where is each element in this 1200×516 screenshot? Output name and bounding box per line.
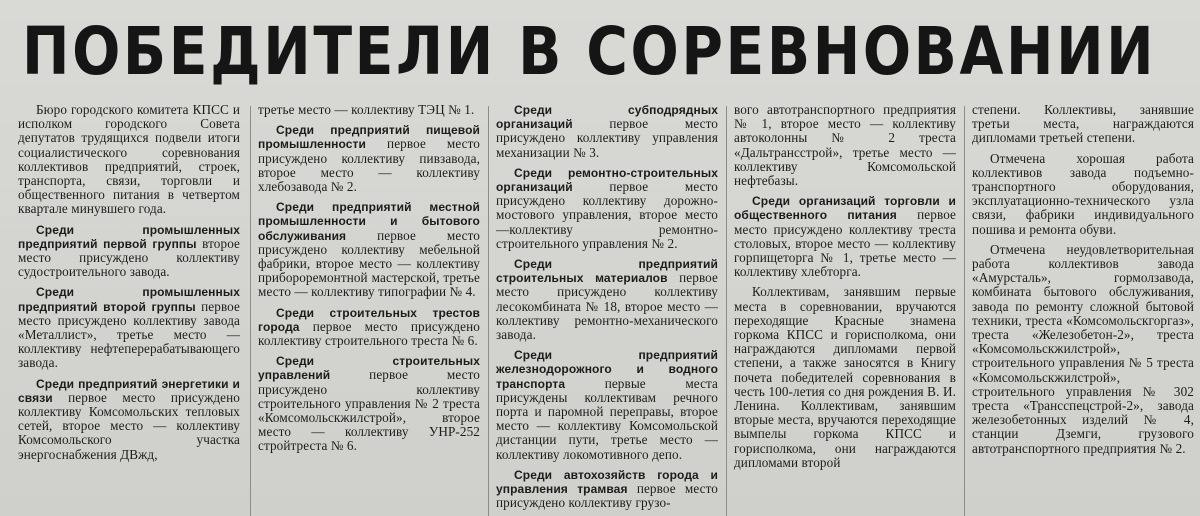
paragraph-text: Отмечена неудовлетворительная работа коллективов завода «Амурсталь», гормолзавода, комбината бытового обслуживания, завода по ремонту сложной бытовой техники, треста «Комсомольскгоргаз», треста «Железобетон-2», треста «Комсомольскжилстрой», строительного управления № 5 треста «Комсомольскжилстрой», строительного управления № 302 треста «Трансспецстрой-2», завода железобетонных изделий № 4, станции Дземги, грузового автотранспортного предприятия № 2. [972, 241, 1194, 456]
paragraph [258, 306, 480, 349]
paragraph [496, 348, 718, 462]
paragraph-text: первое место присуждено коллективу дорожно-мостового управления, второе место—коллективу ремонтно-строительного управления № 2. [496, 179, 718, 251]
paragraph [972, 243, 1194, 456]
paragraph-lead: Среди строительных трестов города [258, 305, 480, 334]
article-column-4 [734, 103, 956, 516]
article-column-3 [496, 103, 718, 516]
paragraph [18, 223, 240, 280]
paragraph-lead: Среди предприятий местной промышленности и бытового обслуживания [258, 200, 480, 243]
paragraph-text: первое место присуждено коллективу строительного управления № 2 треста «Комсомольскжилстрой», второе место — коллективу УНР-252 стройтреста № 6. [258, 367, 480, 454]
paragraph-text: первое место присуждено коллективу лесокомбината № 18, второе место — коллективу ремонтно-механического завода. [496, 270, 718, 343]
paragraph-text: третье место — коллективу ТЭЦ № 1. [258, 103, 475, 117]
paragraph [258, 103, 480, 117]
paragraph-text: Коллективам, занявшим первые места в соревновании, вручаются переходящие Красные знамена горкома КПСС и горисполкома, они награждаются дипломами первой степени, а также заносятся в Книгу почета победителей соревнования в честь 100-летия со дня рождения В. И. Ленина. Коллективам, занявшим вторые места, вручаются переходящие вымпелы горкома КПСС и горисполкома, они награждаются дипломами второй [734, 284, 956, 470]
paragraph [258, 354, 480, 453]
paragraph-lead: Среди автохозяйств города и управления трамвая [496, 467, 718, 497]
paragraph-lead: Среди строительных управлений [258, 354, 480, 383]
paragraph [972, 152, 1194, 237]
paragraph-lead: Среди промышленных предприятий первой группы [18, 222, 240, 251]
paragraph [18, 285, 240, 370]
paragraph-text: первое место присуждено коллективу пивзавода, второе место — коллективу хлебозавода № 2. [258, 136, 480, 195]
paragraph-text: первое место присуждено коллективу грузо- [496, 481, 718, 511]
paragraph-text: первое место присуждено коллективу треста столовых, второе место — коллективу горпищеторга № 1, третье место — коллективу хлебторга. [734, 207, 956, 280]
paragraph [734, 194, 956, 279]
paragraph-lead: Среди предприятий строительных материалов [496, 257, 718, 286]
paragraph-text: первое место присуждено коллективу строительного треста № 6. [258, 318, 480, 349]
paragraph [972, 103, 1194, 146]
paragraph-text: Отмечена хорошая работа коллективов завода подъемно-транспортного оборудования, эксплуатационно-технического узла связи, фабрики индивидуального пошива и ремонта обуви. [972, 150, 1194, 237]
paragraph-text: первое место присуждено коллективу мебельной фабрики, второе место — коллективу прибороремонтной мастерской, третье место — коллективу типографии № 4. [258, 227, 480, 300]
paragraph-lead: Среди субподрядных организаций [496, 103, 718, 132]
paragraph-lead: Среди промышленных предприятий второй группы [18, 285, 240, 314]
paragraph [258, 200, 480, 299]
paragraph-text: первые места присуждены коллективам речного порта и паромной переправы, второе место — коллективу Комсомольской дистанции пути, третье место — коллективу локомотивного депо. [496, 375, 718, 462]
headline: ПОБЕДИТЕЛИ В СОРЕВНОВАНИИ [22, 13, 1157, 90]
paragraph [18, 103, 240, 217]
paragraph-text: вого автотранспортного предприятия № 1, второе место — коллективу автоколонны № 2 треста «Дальтрансстрой», третье место — коллективу Комсомольской нефтебазы. [734, 103, 956, 189]
paragraph [496, 468, 718, 511]
paragraph-text: первое место присуждено коллективу завода «Металлист», третье место — коллективу нефтеперерабатывающего завода. [18, 298, 240, 371]
paragraph-lead: Среди предприятий железнодорожного и водного транспорта [496, 348, 718, 391]
paragraph-text: степени. Коллективы, занявшие третьи места, награждаются дипломами третьей степени. [972, 103, 1194, 146]
article-body [18, 103, 1196, 516]
paragraph [18, 377, 240, 462]
paragraph-text: первое место присуждено коллективу Комсомольских тепловых сетей, второе место — коллективу Комсомольского участка энергоснабжения ДВжд, [18, 389, 240, 462]
paragraph [734, 285, 956, 470]
paragraph [496, 103, 718, 160]
paragraph-text: Бюро городского комитета КПСС и исполком городского Совета депутатов трудящихся подвели итоги социалистического соревнования коллективов предприятий, строек, транспорта, связи, торговли и общественного питания в четвертом квартале минувшего года. [18, 103, 240, 217]
paragraph-text: первое место присуждено коллективу управления механизации № 3. [496, 116, 718, 160]
paragraph-lead: Среди ремонтно-строительных организаций [496, 165, 718, 195]
article-column-5 [972, 103, 1194, 516]
paragraph-text: второе место присуждено коллективу судостроительного завода. [18, 235, 240, 280]
paragraph [734, 103, 956, 188]
paragraph-lead: Среди предприятий пищевой промышленности [258, 123, 480, 152]
article-column-1 [18, 103, 240, 516]
paragraph-lead: Среди предприятий энергетики и связи [18, 376, 240, 405]
paragraph [258, 123, 480, 194]
paragraph [496, 166, 718, 251]
paragraph-lead: Среди организаций торговли и общественного питания [734, 194, 956, 223]
article-column-2 [258, 103, 480, 516]
paragraph [496, 257, 718, 342]
